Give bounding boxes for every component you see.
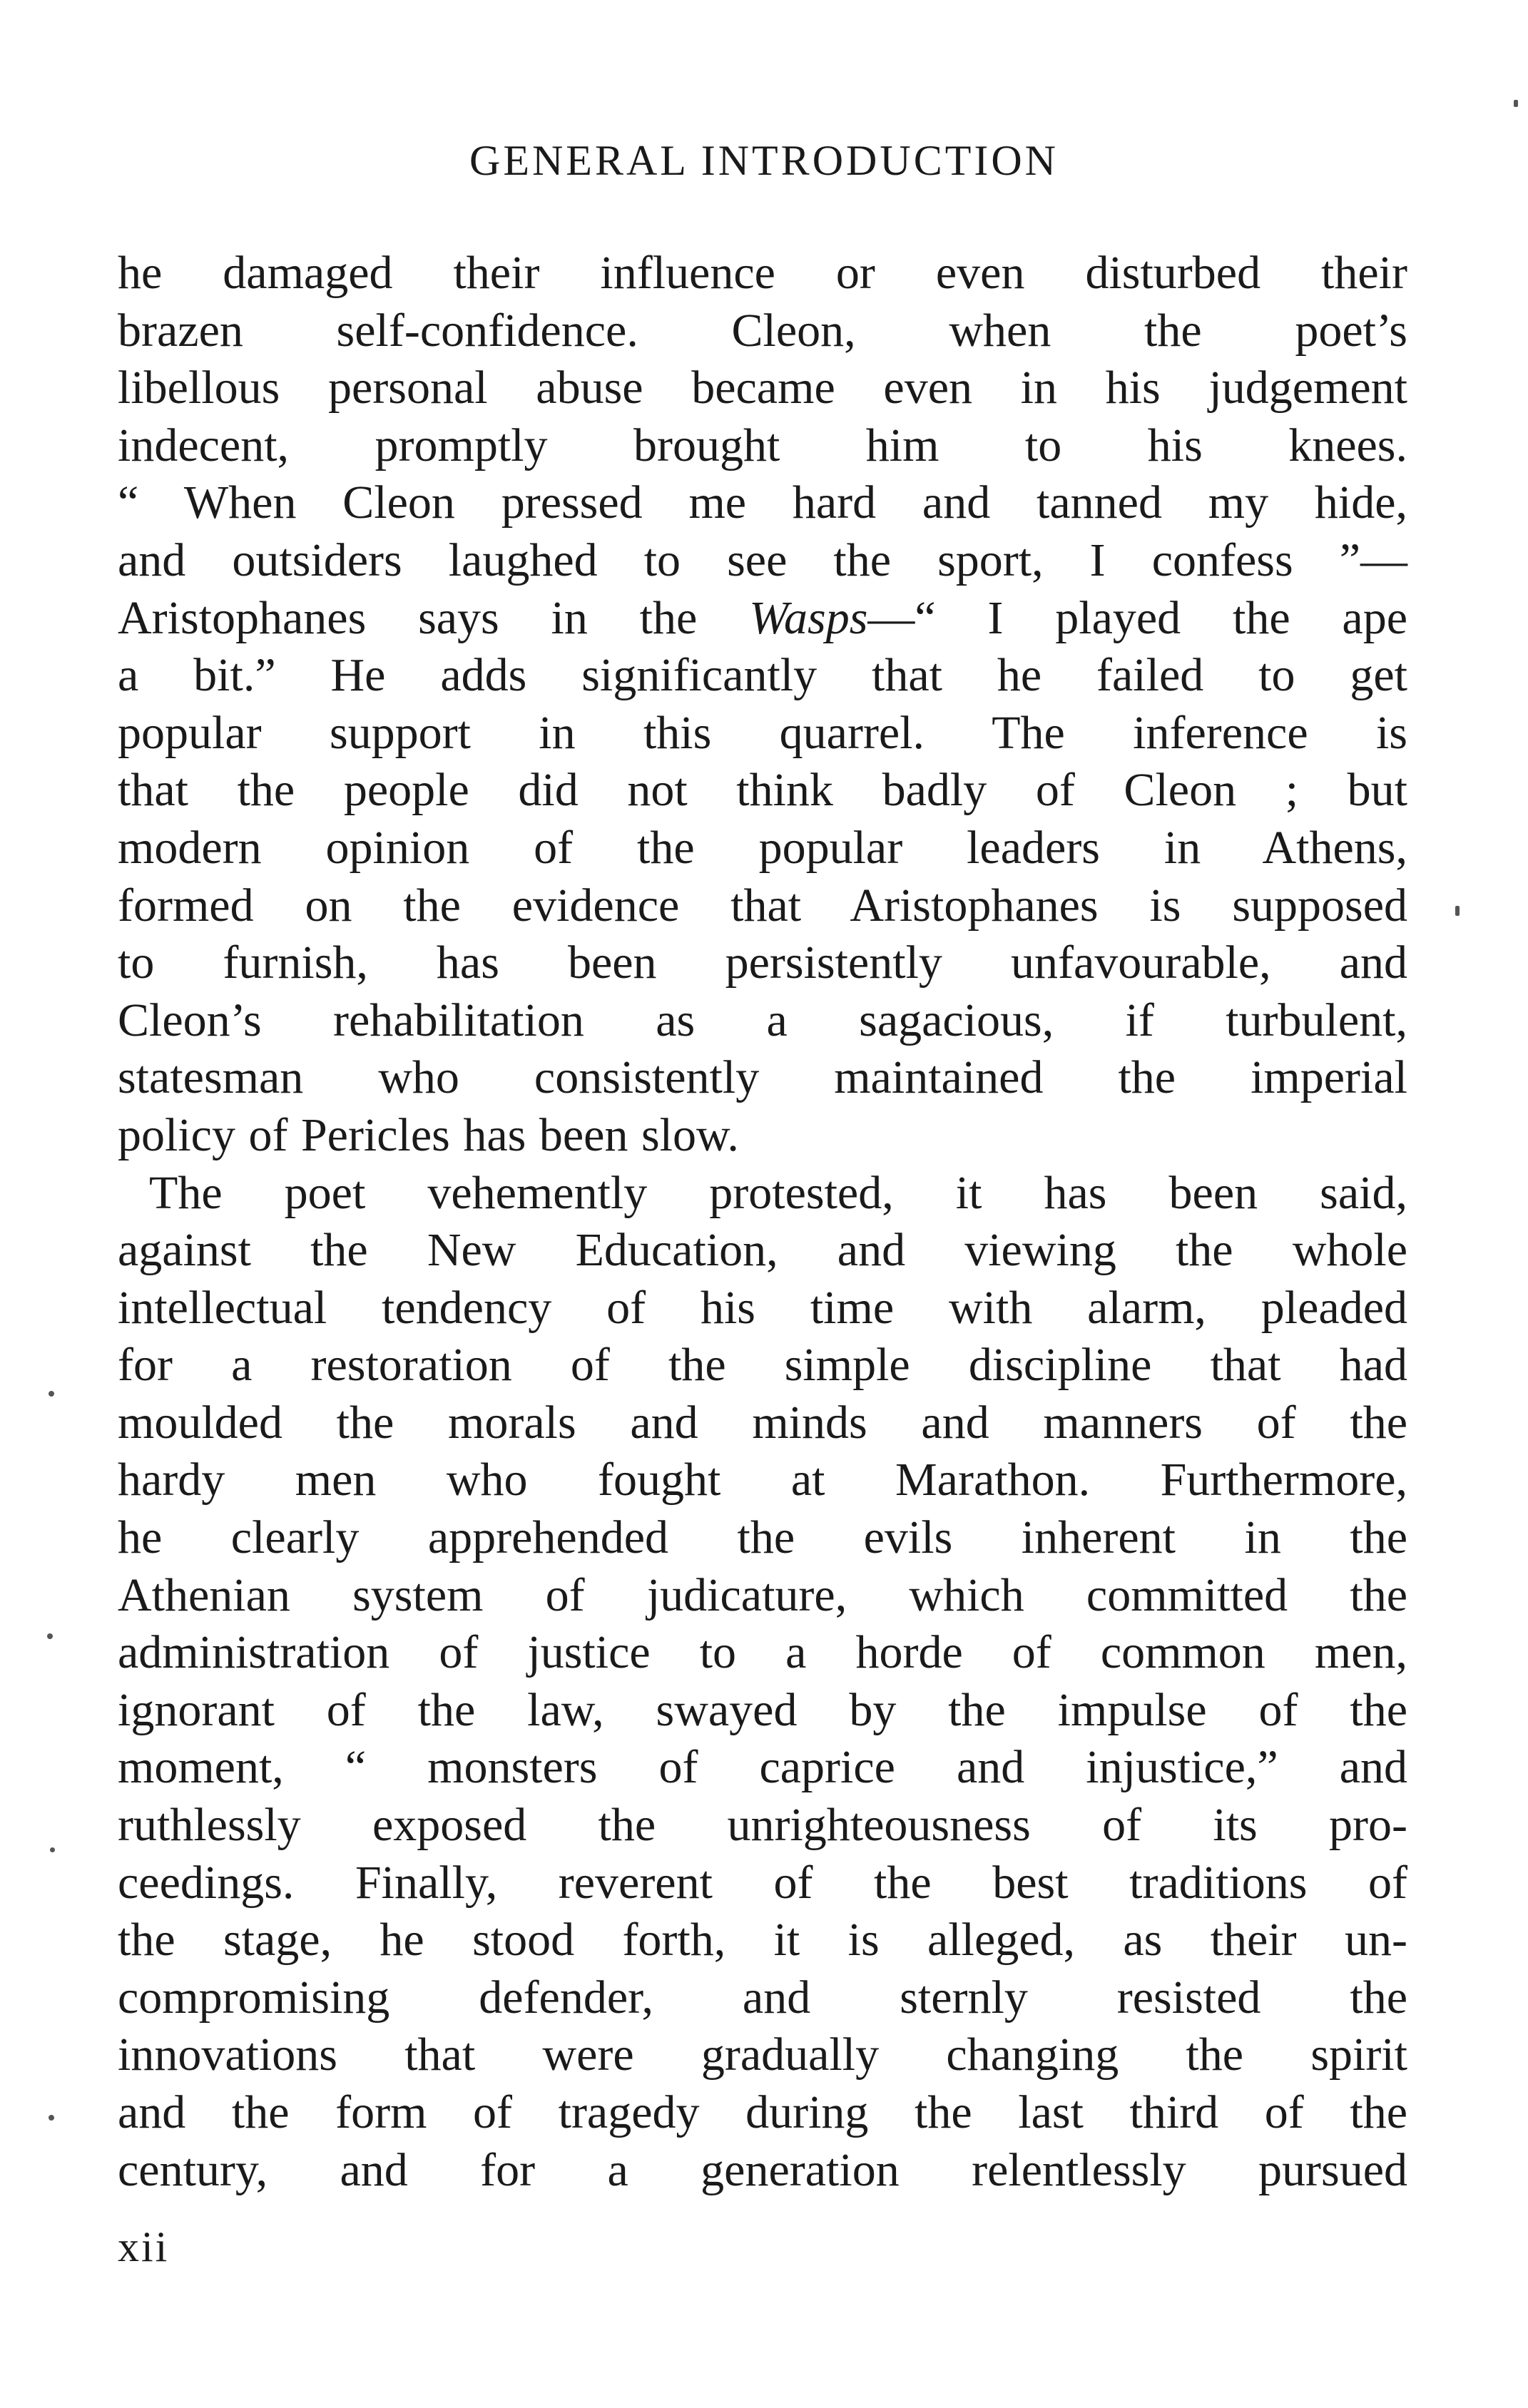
text-line: popular support in this quarrel. The inference is xyxy=(118,706,1407,759)
text-line: libellous personal abuse became even in his judgement xyxy=(118,362,1407,414)
text-line xyxy=(118,590,1407,648)
text-line: a bit.” He adds significantly that he failed to get xyxy=(118,649,1407,702)
text-line: “ When Cleon pressed me hard and tanned my hide, xyxy=(118,476,1407,529)
text-line: ceedings. Finally, reverent of the best traditions of xyxy=(118,1856,1407,1909)
text-line: indecent, promptly brought him to his knees. xyxy=(118,419,1407,471)
page-number: xii xyxy=(118,2223,170,2270)
scan-speck xyxy=(50,1847,55,1852)
scan-speck xyxy=(49,2115,54,2121)
text-line: against the New Education, and viewing the whole xyxy=(118,1224,1407,1277)
body-text xyxy=(118,245,1407,2199)
text-line: ruthlessly exposed the unrighteousness of its pro- xyxy=(118,1799,1407,1852)
running-header: GENERAL INTRODUCTION xyxy=(469,137,1059,184)
text-line: The poet vehemently protested, it has been said, xyxy=(149,1166,1407,1219)
text-line: intellectual tendency of his time with alarm, pleaded xyxy=(118,1281,1407,1334)
text-line: administration of justice to a horde of common men, xyxy=(118,1626,1407,1679)
text-line: moulded the morals and minds and manners of the xyxy=(118,1396,1407,1449)
text-line: and outsiders laughed to see the sport, I confess ”— xyxy=(118,534,1407,586)
text-line: century, and for a generation relentlessly pursued xyxy=(118,2143,1407,2196)
text-line: the stage, he stood forth, it is alleged, as their un- xyxy=(118,1914,1407,1966)
text-line: he damaged their influence or even disturbed their xyxy=(118,247,1407,299)
text-line: that the people did not think badly of Cleon ; but xyxy=(118,764,1407,817)
text-segment: —“ I played the ape xyxy=(867,591,1407,644)
text-line: Athenian system of judicature, which committed the xyxy=(118,1568,1407,1621)
text-line: he clearly apprehended the evils inherent in the xyxy=(118,1511,1407,1564)
text-line: ignorant of the law, swayed by the impulse of the xyxy=(118,1683,1407,1736)
text-line: moment, “ monsters of caprice and injustice,” and xyxy=(118,1741,1407,1794)
text-line: innovations that were gradually changing the spirit xyxy=(118,2029,1407,2081)
text-line: policy of Pericles has been slow. xyxy=(118,1108,739,1161)
text-line: formed on the evidence that Aristophanes is supposed xyxy=(118,879,1407,932)
text-line: statesman who consistently maintained the imperial xyxy=(118,1051,1407,1104)
text-line: brazen self-confidence. Cleon, when the poet’s xyxy=(118,304,1407,357)
work-title-italic: Wasps xyxy=(749,591,868,644)
text-line: modern opinion of the popular leaders in Athens, xyxy=(118,821,1407,874)
scan-speck xyxy=(1455,906,1460,916)
text-line: Cleon’s rehabilitation as a sagacious, if turbulent, xyxy=(118,994,1407,1046)
text-line: and the form of tragedy during the last third of the xyxy=(118,2086,1407,2138)
text-line: compromising defender, and sternly resisted the xyxy=(118,1971,1407,2024)
text-line: for a restoration of the simple discipline that had xyxy=(118,1339,1407,1392)
scan-speck xyxy=(49,1391,54,1397)
scan-speck xyxy=(1514,100,1518,107)
scan-speck xyxy=(47,1633,53,1639)
text-line: to furnish, has been persistently unfavourable, and xyxy=(118,937,1407,989)
text-segment: Aristophanes says in the xyxy=(118,591,750,644)
text-line: hardy men who fought at Marathon. Furthermore, xyxy=(118,1454,1407,1506)
